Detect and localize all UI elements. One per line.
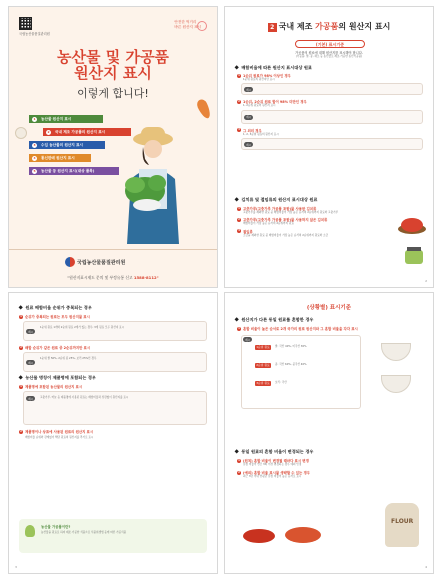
page-title: (상황별) 표시기준: [306, 305, 352, 311]
agency-name: 국립농산물품질관리원: [77, 260, 126, 266]
rule-line: [237, 326, 425, 331]
standard-badge: (기본) 표시기준: [295, 40, 365, 48]
example-box: [241, 83, 423, 95]
example-tag: 예시: [28, 361, 34, 365]
item-note: 최근 3년 이내 연평균 혼합 비율이 높은 순서로 표시: [243, 475, 302, 479]
bullet-icon: 1: [238, 458, 240, 462]
diamond-icon: [18, 376, 23, 381]
section-number: 2: [268, 23, 277, 32]
ratio-list: [237, 73, 423, 154]
note-text: 농산물을 원료로 하여 제조·가공한 식품으로 식품위생법 등에 따른 가공식품: [41, 531, 127, 534]
diamond-icon: [234, 66, 239, 71]
page-number: 3: [15, 565, 17, 569]
menu-label: 농산물 원산지 표시: [41, 117, 72, 121]
item-note: 1, 2순위 원료의 원산지 표시: [243, 104, 276, 108]
section-heading: [235, 449, 313, 455]
chili-powder-icon: [243, 529, 275, 543]
example-box: [23, 391, 207, 425]
item-note: 1, 2, 3순위 원료의 원산지 표시: [243, 132, 279, 136]
item-label: 순위가 중복되는 원료는 모두 원산지를 표시: [25, 315, 90, 319]
list-item: [19, 345, 207, 350]
rank-text: 쌀: 국산 40%, 미국산 30%: [275, 345, 307, 348]
slogan-line-1: 안전한 먹거리: [174, 20, 197, 24]
bullet-icon: 3: [238, 128, 240, 132]
rank-tag: 3순위 원료: [256, 381, 270, 385]
pickle-jar-icon: [401, 247, 427, 265]
chili-powder-icon: [285, 527, 321, 543]
page-title: [225, 21, 433, 32]
bullet-icon: 2: [20, 345, 22, 349]
list-item: [19, 314, 207, 319]
flour-sack-icon: [385, 503, 419, 547]
rule-text: 혼합 비율이 높은 순서로 2개 국가의 원료 원산지와 그 혼합 비율을 각각 표시: [243, 327, 358, 331]
section-heading: [235, 197, 317, 203]
page-number: 2: [425, 279, 427, 283]
example-box: [23, 321, 207, 341]
page-number: 4: [425, 565, 427, 569]
list-item: [19, 384, 207, 389]
example-box: [23, 352, 207, 372]
list-item: [19, 429, 207, 434]
menu-num: 2: [47, 129, 50, 134]
intro-line-2: (가공품: 쌀, 콩, 채소 등 농산물로 제조·가공한 농산가공품): [295, 55, 363, 59]
note-title: 농산물 가공품이란?: [41, 525, 71, 529]
example-box: [241, 138, 423, 150]
bullet-icon: 2: [238, 217, 240, 221]
bullet-icon: 1: [238, 73, 240, 77]
section-heading: [19, 305, 92, 311]
item-label: 제품명에 포함된 농산물의 원산지 표시: [25, 385, 83, 389]
diamond-icon: [234, 318, 239, 323]
example-tag: 예시: [246, 143, 252, 147]
ratio-change-list: [237, 458, 423, 479]
menu-label: 농산물 등 원산지 표시(대상 품목): [41, 169, 95, 173]
cover-title-line-2: 원산지 표시: [74, 64, 152, 82]
item-note: 1순위 원료의 원산지만 표시: [243, 78, 275, 81]
title-part: 국내 제조: [278, 22, 316, 31]
rank-tag: 1순위 원료: [256, 345, 270, 349]
item-label: 그 외의 경우: [243, 128, 262, 133]
item-note: 고춧가루를 제외한 원료 중 배합비율이 가장 높은 순서의 2순위까지 원료와 고춧가루: [243, 211, 339, 214]
info-note-box: [19, 519, 207, 553]
section-heading-text: 김치류 및 절임류의 원산지 표시대상 원료: [241, 197, 318, 202]
lightbulb-icon: [25, 525, 35, 537]
item-label: (원칙) 혼합 비율이 변경될 때마다 표시 변경: [243, 459, 309, 463]
item-label: 1순위 원료가 98% 이상인 경우: [243, 74, 291, 78]
example-tag: 예시: [245, 338, 251, 342]
page-processed-goods: [224, 6, 434, 288]
divider: [9, 249, 217, 250]
example-tag: 예시: [28, 330, 34, 334]
section-heading-text: 농산물 명칭이 제품명에 포함되는 경우: [25, 375, 96, 380]
page-ratio-rules: [8, 292, 218, 574]
item-label: 고춧가루(고춧가루 가공품 포함)를 사용하지 않은 김치류: [243, 218, 328, 223]
section-heading-text: 원료 배합비율 순위가 중복되는 경우: [25, 305, 92, 310]
menu-item-4[interactable]: [29, 154, 91, 162]
item-note: 1순위 원료 1개와 2순위 원료 2개가 있는 경우: 3개 원료 모두 원산지 표시: [40, 326, 125, 329]
page-situational-rules: [224, 292, 434, 574]
section-heading: [235, 65, 312, 71]
item-label: 1순위, 2순위 원료 합이 98% 미만인 경우: [243, 100, 307, 105]
example-tag: 예시: [28, 397, 34, 401]
rank-tag: 2순위 원료: [256, 363, 270, 367]
section-heading-text: 원산지가 다른 동일 원료를 혼합한 경우: [241, 317, 314, 322]
rank-text: 콩: 국산 60%, 중국산 40%: [275, 363, 307, 366]
menu-num: 1: [33, 116, 36, 121]
title-highlight: 가공품: [315, 22, 339, 31]
ratio-duplicate-list: [19, 314, 207, 376]
item-note: 소금을 제외한 원료 중 배합비율이 가장 높은 순서의 2순위까지 원료와 소금: [243, 233, 329, 237]
slogan-line-2: 바른 원산지 표시: [174, 24, 201, 29]
item-label: 제품명이나 상표에 사용된 원료의 원산지 표시: [25, 430, 94, 434]
cover-org-line: 국립농산물품질관리원: [19, 32, 50, 36]
item-note: 혼합 비율이 연간 3회 이상 변경되는 경우 예외 인정: [243, 463, 302, 466]
example-tag: 예시: [246, 88, 252, 92]
diamond-icon: [234, 198, 239, 203]
bullet-icon: 1: [238, 326, 240, 330]
bullet-icon: 1: [20, 314, 22, 318]
section-heading: [235, 317, 313, 323]
cover-title-line-3: 이렇게 합니다!: [77, 87, 149, 100]
item-label: (예외) 혼합 비율 표시를 생략할 수 있는 경우: [243, 471, 311, 476]
intro-text: [235, 51, 423, 59]
rank-text: 보리: 국산: [275, 381, 287, 384]
menu-item-1[interactable]: [29, 115, 103, 123]
item-label: 절임류: [243, 229, 253, 234]
bullet-icon: 2: [238, 99, 240, 103]
item-note: 1순위 쌀 50%, 2순위 콩 25%, 보리 25%인 경우: [40, 357, 97, 360]
menu-num: 3: [33, 142, 36, 147]
item-note: 배합비율 순위와 관계없이 해당 원료의 원산지를 추가로 표시: [25, 436, 94, 439]
example-tag: 예시: [246, 116, 252, 120]
diamond-icon: [18, 306, 23, 311]
item-note: 배합비율이 가장 높은 순서의 2순위까지 원료: [243, 222, 294, 226]
rice-bowl-icon: [381, 343, 411, 361]
qr-code-icon[interactable]: [19, 17, 32, 30]
carrot-icon: [195, 98, 213, 120]
section-heading-text: 배합비율에 따른 원산지 표시대상 원료: [241, 65, 312, 70]
item-label: 고춧가루(고춧가루 가공품 포함)를 사용한 김치류: [243, 207, 317, 211]
menu-label: 통신판매 원산지 표시: [41, 156, 75, 160]
agency-logo-icon: [65, 257, 75, 267]
cover-title-line-1: 농산물 및 가공품: [57, 48, 169, 66]
flour-label: FLOUR: [391, 518, 414, 525]
menu-item-3[interactable]: [29, 141, 105, 149]
section-heading-text: 동일 원료의 혼합 비율이 변경되는 경우: [241, 449, 314, 454]
product-name-list: [19, 384, 207, 439]
menu-label: 수입 농산물의 원산지 표시: [41, 143, 83, 147]
item-label: 배합 순위가 같은 원료 중 2순위까지만 표시: [25, 346, 91, 350]
garlic-icon: [15, 127, 27, 139]
bullet-icon: 2: [20, 429, 22, 433]
menu-num: 5: [33, 168, 36, 173]
bullet-icon: 3: [238, 229, 240, 233]
bullet-icon: 1: [238, 206, 240, 210]
farmer-illustration: [105, 119, 195, 244]
diamond-icon: [234, 450, 239, 455]
grain-bowl-icon: [381, 375, 411, 393]
example-box: [241, 110, 423, 124]
kimchi-icon: [397, 213, 427, 235]
footer-text: "원산지표시제도 문의 및 부정유통 신고: [67, 275, 133, 280]
item-note: 고춧가루, 마늘 등 제품명에 사용된 원료는 배합비율과 상관없이 원산지를 표시: [40, 396, 129, 399]
menu-label: 국내 제조 가공품의 원산지 표시: [55, 130, 106, 134]
intro-line-1: 가공품의 원료에 대해 원산지를 표시해야 합니다.: [295, 51, 363, 55]
cover-page: [8, 6, 218, 288]
menu-num: 4: [33, 155, 36, 160]
title-part: 의 원산지 표시: [338, 22, 391, 31]
footer-phone[interactable]: 1588-8112": [133, 275, 159, 280]
bullet-icon: 1: [20, 384, 22, 388]
section-heading: [19, 375, 96, 381]
bullet-icon: 2: [238, 470, 240, 474]
cover-footer: [9, 275, 217, 281]
cover-slogan: [174, 20, 201, 29]
kimchi-list: [237, 206, 393, 237]
